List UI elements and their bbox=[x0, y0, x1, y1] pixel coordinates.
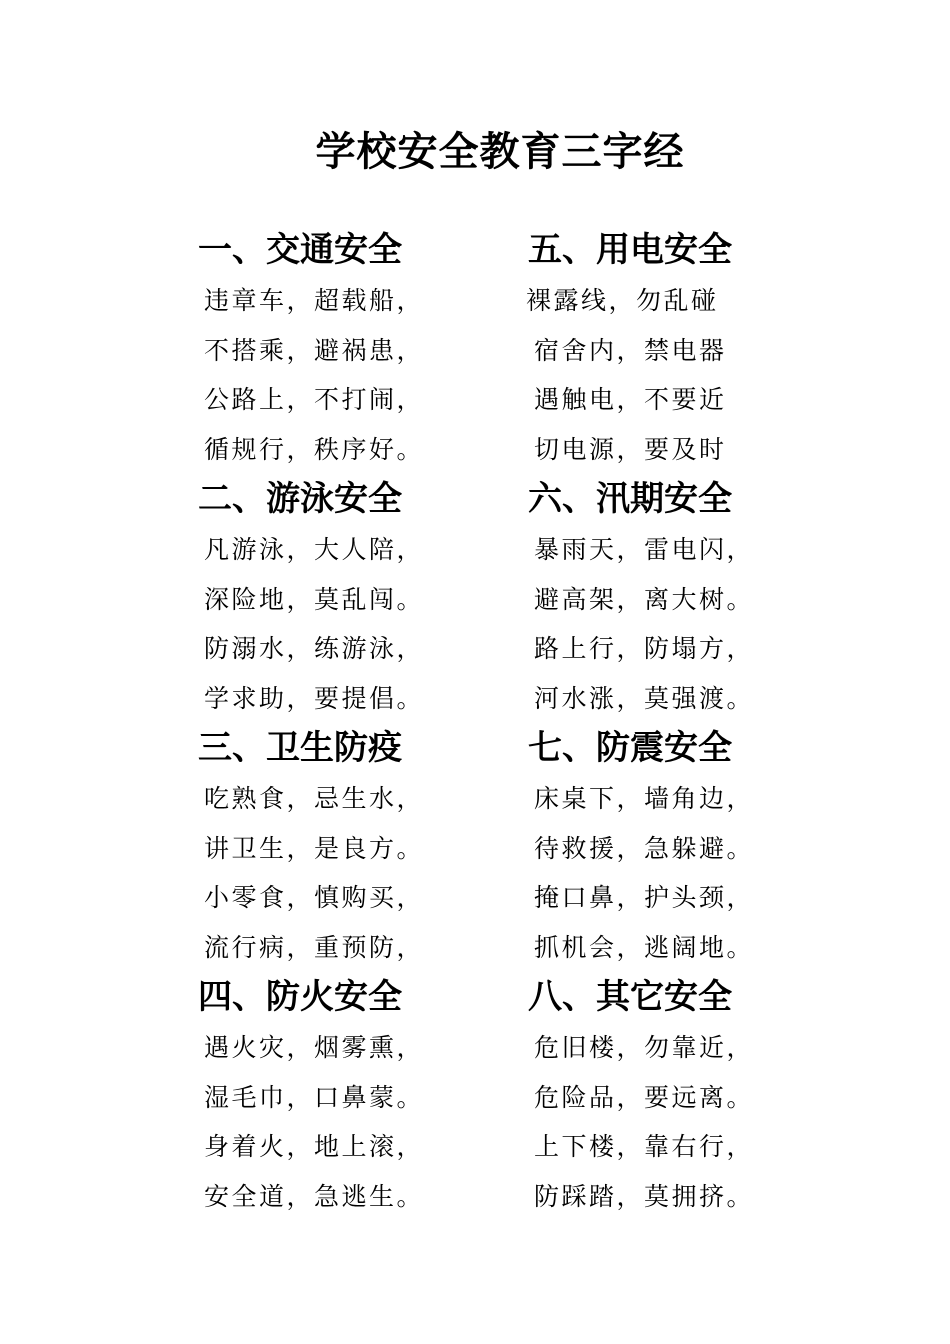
verse-line: 危险品，要远离。 bbox=[534, 1082, 755, 1112]
section-earthquake-safety bbox=[528, 722, 754, 971]
section-fire-safety bbox=[198, 971, 424, 1220]
verse-line: 不搭乘，避祸患， bbox=[204, 335, 425, 365]
section-heading: 六、汛期安全 bbox=[528, 479, 732, 519]
verse-line: 循规行，秩序好。 bbox=[204, 434, 425, 464]
verse-line: 河水涨，莫强渡。 bbox=[534, 683, 755, 713]
section-traffic-safety bbox=[198, 224, 424, 473]
section-hygiene-epidemic bbox=[198, 722, 424, 971]
verse-line: 上下楼，靠右行， bbox=[534, 1132, 755, 1161]
verse-line: 防踩踏，莫拥挤。 bbox=[534, 1181, 755, 1211]
verse-line: 暴雨天，雷电闪， bbox=[534, 535, 755, 564]
verse-line: 小零食，慎购买， bbox=[204, 883, 425, 912]
verse-line: 流行病，重预防， bbox=[204, 932, 425, 962]
verse-line: 床桌下，墙角边， bbox=[534, 784, 755, 813]
verse-line: 避高架，离大树。 bbox=[534, 584, 755, 614]
right-column bbox=[528, 224, 754, 1220]
verse-line: 学求助，要提倡。 bbox=[204, 683, 425, 713]
verse-line: 公路上，不打闹， bbox=[204, 385, 425, 414]
verse-line: 切电源，要及时 bbox=[534, 434, 727, 464]
verse-line: 违章车，超载船， bbox=[204, 286, 425, 315]
verse-line: 湿毛巾，口鼻蒙。 bbox=[204, 1082, 425, 1112]
section-flood-season-safety bbox=[528, 473, 754, 722]
section-heading: 七、防震安全 bbox=[528, 728, 732, 768]
verse-line: 路上行，防塌方， bbox=[534, 634, 755, 663]
verse-line: 待救援，急躲避。 bbox=[534, 833, 755, 863]
section-heading: 八、其它安全 bbox=[528, 977, 732, 1017]
verse-line: 防溺水，练游泳， bbox=[204, 634, 425, 663]
left-column bbox=[198, 224, 424, 1220]
verse-line: 裸露线，勿乱碰 bbox=[526, 286, 719, 315]
verse-line: 宿舍内，禁电器 bbox=[534, 335, 727, 365]
section-heading: 二、游泳安全 bbox=[198, 479, 402, 519]
section-swimming-safety bbox=[198, 473, 424, 722]
section-heading: 五、用电安全 bbox=[528, 230, 732, 270]
verse-line: 危旧楼，勿靠近， bbox=[534, 1033, 755, 1062]
verse-line: 抓机会，逃阔地。 bbox=[534, 932, 755, 962]
page-title: 学校安全教育三字经 bbox=[315, 129, 685, 175]
section-heading: 一、交通安全 bbox=[198, 230, 402, 270]
section-other-safety bbox=[528, 971, 754, 1220]
section-heading: 四、防火安全 bbox=[198, 977, 402, 1017]
verse-line: 遇火灾，烟雾熏， bbox=[204, 1033, 425, 1062]
verse-line: 遇触电，不要近 bbox=[534, 385, 727, 414]
section-electrical-safety bbox=[528, 224, 754, 473]
verse-line: 安全道，急逃生。 bbox=[204, 1181, 425, 1211]
verse-line: 深险地，莫乱闯。 bbox=[204, 584, 425, 614]
verse-line: 掩口鼻，护头颈， bbox=[534, 883, 755, 912]
verse-line: 吃熟食，忌生水， bbox=[204, 784, 425, 813]
section-heading: 三、卫生防疫 bbox=[198, 728, 402, 768]
verse-line: 讲卫生，是良方。 bbox=[204, 833, 425, 863]
verse-line: 身着火，地上滚， bbox=[204, 1132, 425, 1161]
verse-line: 凡游泳，大人陪， bbox=[204, 535, 425, 564]
